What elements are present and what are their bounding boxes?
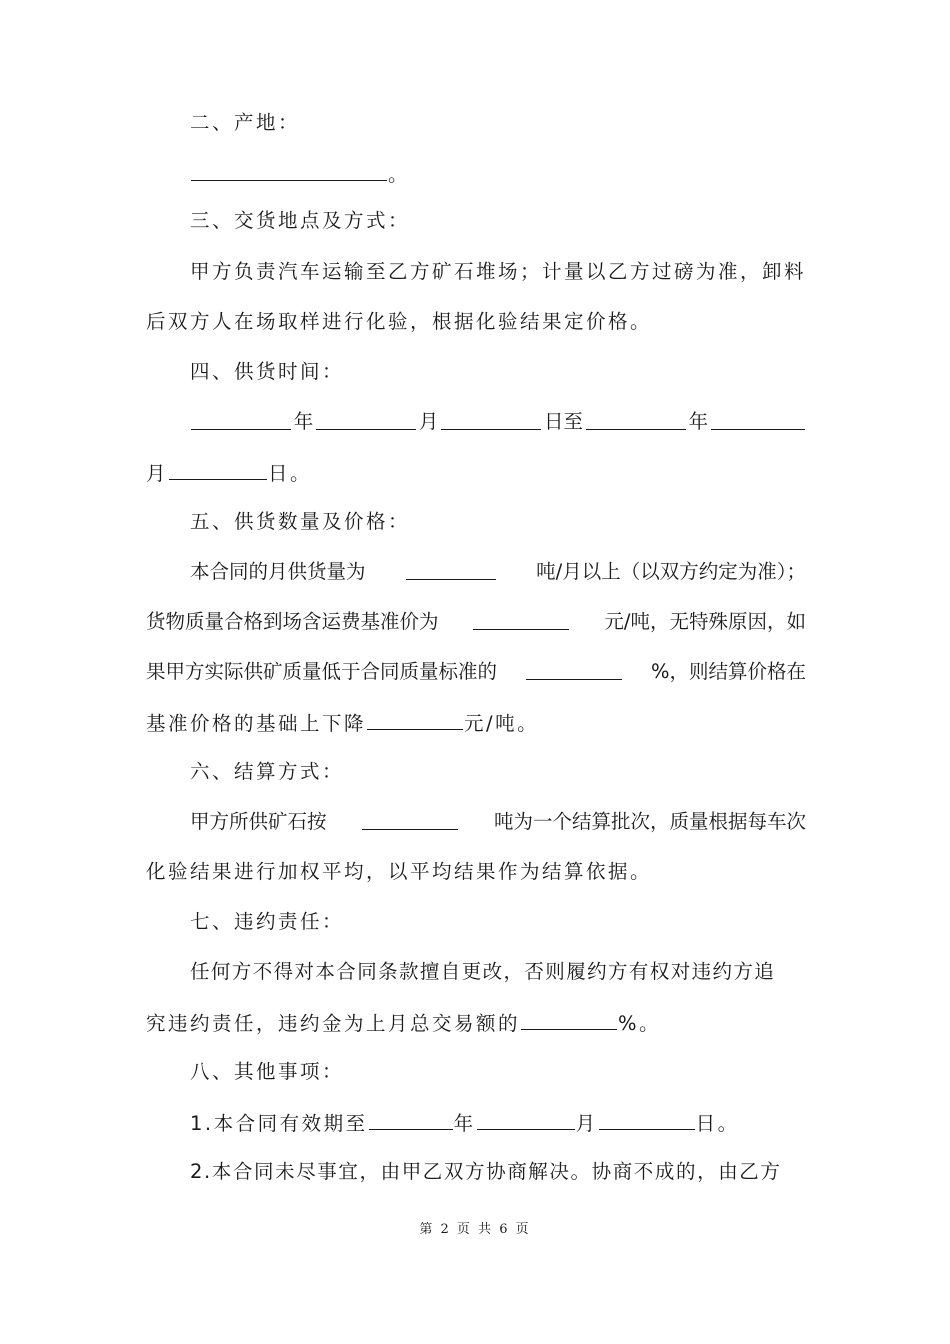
section-7-line-2: 究违约责任，违约金为上月总交易额的 %。 <box>146 1009 806 1037</box>
validity-month-blank <box>477 1109 575 1130</box>
section-6-line-1: 甲方所供矿石按 吨为一个结算批次，质量根据每车次 <box>190 810 806 833</box>
section-7-title: 七、违约责任： <box>190 910 345 933</box>
price-reduction-blank <box>367 709 463 730</box>
base-price-blank <box>473 609 569 630</box>
section-4-title: 四、供货时间： <box>190 360 345 383</box>
section-8-title: 八、其他事项： <box>190 1060 345 1083</box>
monthly-quantity-blank <box>406 559 496 580</box>
section-5-line-3: 果甲方实际供矿质量低于合同质量标准的 %，则结算价格在 <box>146 660 806 683</box>
origin-blank <box>191 160 387 181</box>
quality-threshold-blank <box>526 659 622 680</box>
section-2-title: 二、产地： <box>190 111 301 134</box>
supply-period-line-2: 月 日。 <box>146 459 806 487</box>
section-5-line-2: 货物质量合格到场含运费基准价为 元/吨，无特殊原因，如 <box>146 610 806 633</box>
page-indicator: 第 2 页 共 6 页 <box>419 1222 531 1237</box>
section-6-line-2: 化验结果进行加权平均，以平均结果作为结算依据。 <box>146 860 653 883</box>
penalty-rate-blank <box>521 1009 617 1030</box>
start-day-blank <box>441 409 541 430</box>
section-8-item-1: 1.本合同有效期至 年 月 日。 <box>190 1109 806 1137</box>
section-3-title: 三、交货地点及方式： <box>190 209 411 232</box>
start-month-blank <box>316 409 416 430</box>
section-5-line-4: 基准价格的基础上下降 元/吨。 <box>146 709 806 737</box>
supply-period-line-1: 年 月 日至 年 <box>190 409 806 435</box>
section-8-item-2: 2.本合同未尽事宜，由甲乙双方协商解决。协商不成的，由乙方 <box>190 1160 782 1183</box>
section-5-title: 五、供货数量及价格： <box>190 510 411 533</box>
settlement-batch-blank <box>362 809 458 830</box>
section-5-line-1: 本合同的月供货量为 吨/月以上（以双方约定为准）； <box>190 560 806 583</box>
section-3-text-line-1: 甲方负责汽车运输至乙方矿石堆场；计量以乙方过磅为准，卸料 <box>190 260 807 283</box>
validity-year-blank <box>369 1109 453 1130</box>
end-year-blank <box>586 409 686 430</box>
section-6-title: 六、结算方式： <box>190 760 345 783</box>
validity-day-blank <box>599 1109 695 1130</box>
end-day-blank <box>169 459 267 480</box>
end-month-blank-start <box>711 409 805 430</box>
section-3-text-line-2: 后双方人在场取样进行化验，根据化验结果定价格。 <box>146 310 653 333</box>
start-year-blank <box>191 409 291 430</box>
section-2-origin-line: 。 <box>190 160 806 188</box>
section-7-line-1: 任何方不得对本合同条款擅自更改，否则履约方有权对违约方追 <box>190 960 776 983</box>
